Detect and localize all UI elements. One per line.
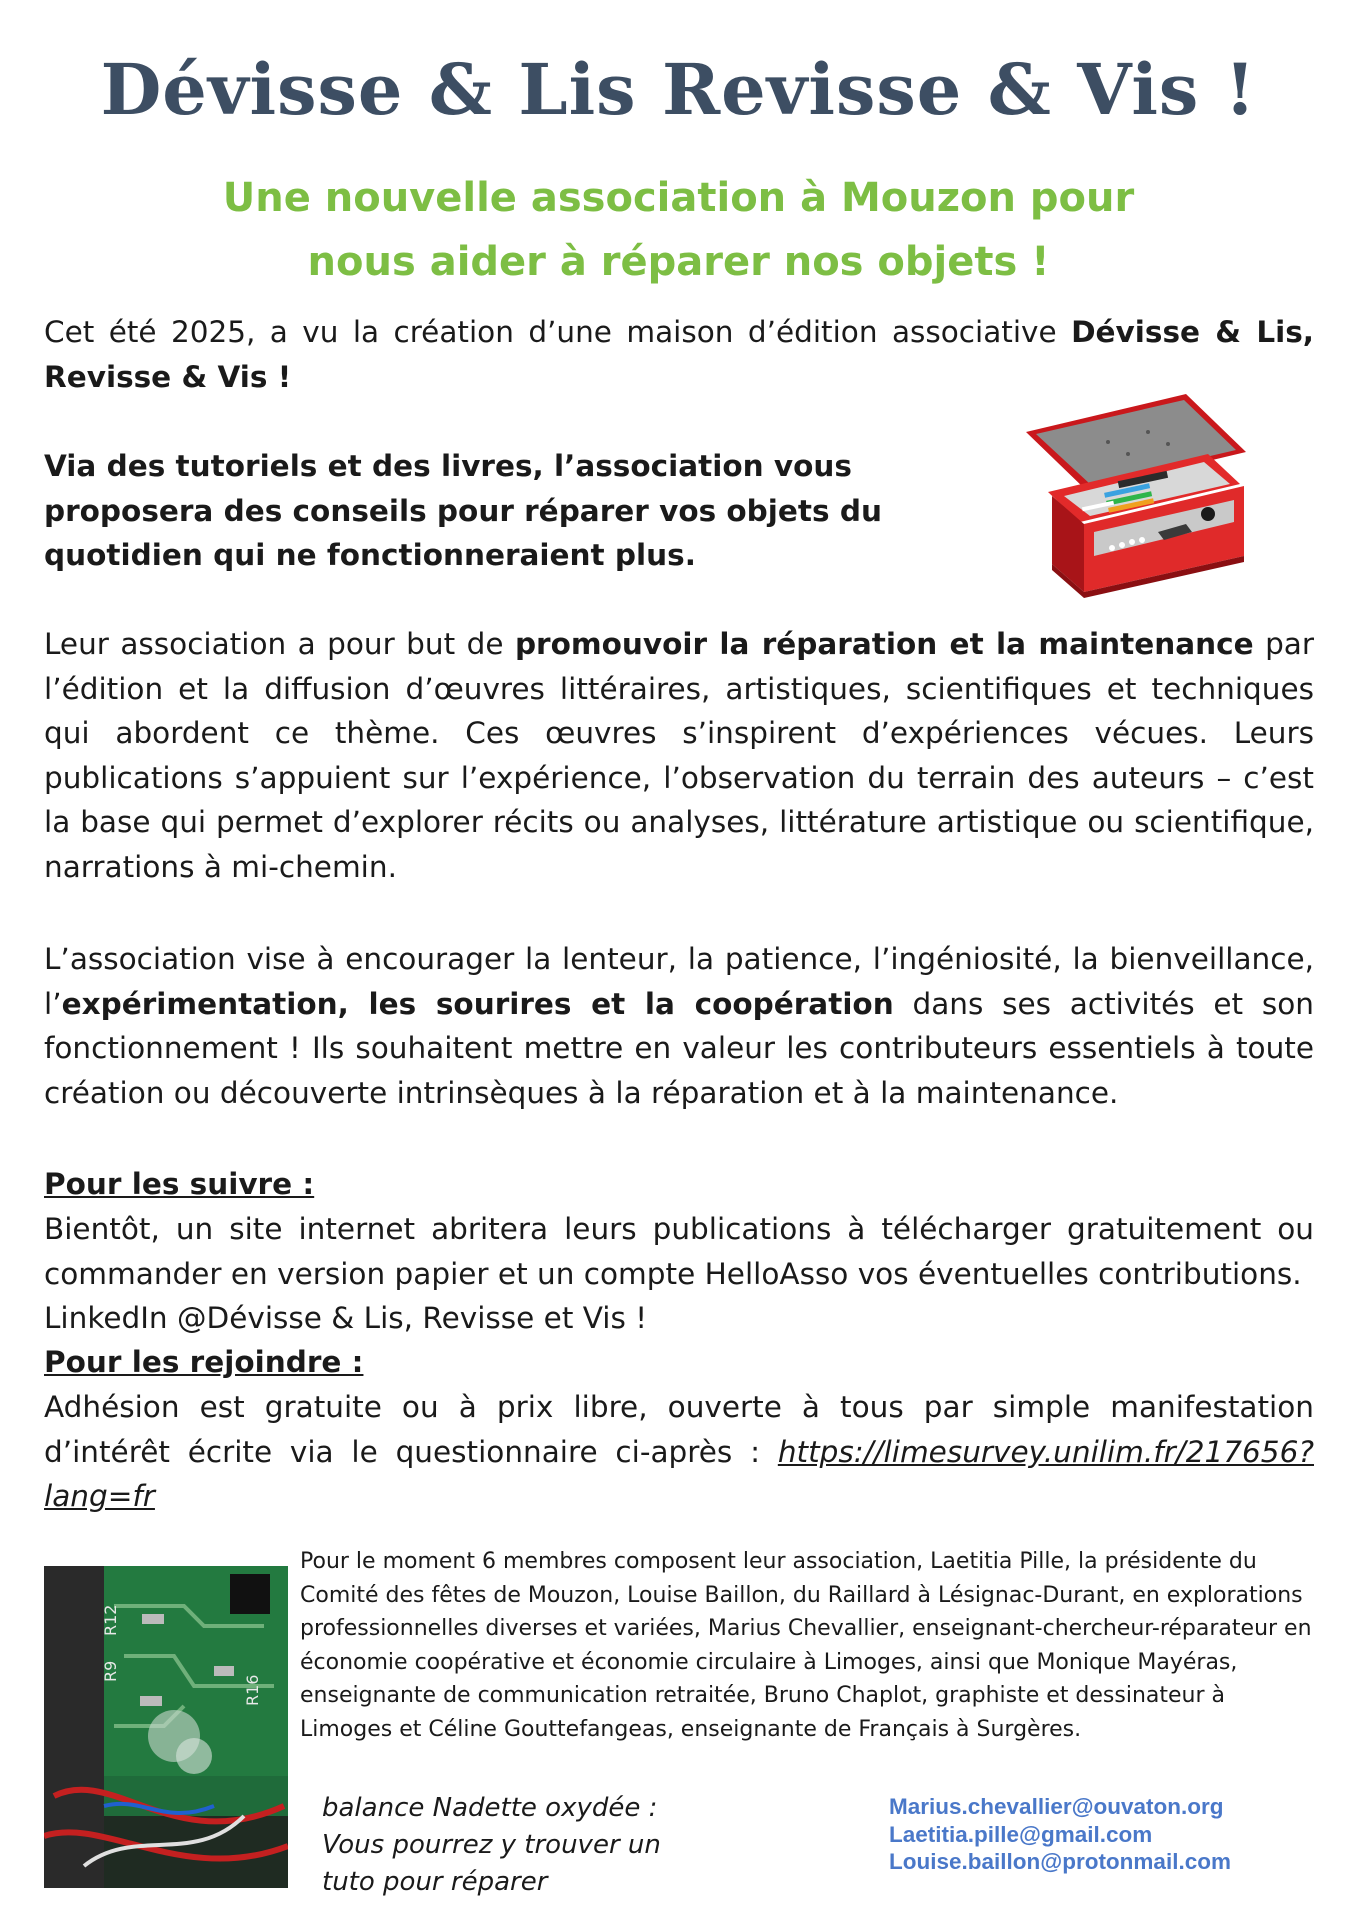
intro-paragraph xyxy=(44,310,1314,399)
values-bold: expérimentation, les sourires et la coopération xyxy=(61,986,894,1021)
linkedin-handle: LinkedIn @Dévisse & Lis, Revisse et Vis ! xyxy=(44,1301,648,1335)
follow-paragraph xyxy=(44,1207,1314,1341)
goal-text-after: par l’édition et la diffusion d’œuvres littéraires, artistiques, scientifiques et techniques qui abordent ce thème. Ces œuvres s’inspirent d’expériences vécues. Leurs publications s’appuient sur l’expérience, l’observation du terrain des auteurs – c’est la base qui permet d’explorer récits ou analyses, littérature artistique ou scientifique, narrations à mi-chemin. xyxy=(44,627,1315,884)
intro-text: Cet été 2025, a vu la création d’une maison d’édition associative xyxy=(44,315,1072,349)
email-louise[interactable]: Louise.baillon@protonmail.com xyxy=(889,1849,1231,1874)
circuit-board-photo xyxy=(44,1566,288,1888)
email-laetitia[interactable]: Laetitia.pille@gmail.com xyxy=(889,1821,1153,1847)
subtitle xyxy=(0,166,1357,294)
join-heading: Pour les rejoindre : xyxy=(44,1345,364,1379)
caption-line-3: tuto pour réparer xyxy=(322,1867,548,1897)
caption-line-1: balance Nadette oxydée : xyxy=(322,1793,658,1823)
subtitle-line-1: Une nouvelle association à Mouzon pour xyxy=(222,175,1135,221)
email-marius[interactable]: Marius.chevallier@ouvaton.org xyxy=(889,1794,1224,1819)
intro-association-name: Dévisse & Lis, Revisse & Vis ! xyxy=(44,315,1314,394)
photo-caption xyxy=(322,1790,702,1901)
goal-paragraph xyxy=(44,622,1314,889)
toolbox-icon xyxy=(1008,392,1270,612)
page-title: Dévisse & Lis Revisse & Vis ! xyxy=(100,48,1257,131)
join-text: Adhésion est gratuite ou à prix libre, ouverte à tous par simple manifestation d’intérêt écrite via le questionnaire ci-après : xyxy=(44,1390,1314,1469)
values-text-after: dans ses activités et son fonctionnement ! Ils souhaitent mettre en valeur les contributeurs essentiels à toute création ou découverte intrinsèques à la réparation et à la maintenance. xyxy=(44,986,1314,1110)
via-paragraph: Via des tutoriels et des livres, l’association vous proposera des conseils pour réparer vos objets du quotidien qui ne fonctionneraient plus. xyxy=(44,449,882,572)
join-paragraph xyxy=(44,1385,1314,1519)
contact-emails xyxy=(889,1793,1231,1876)
survey-link[interactable]: https://limesurvey.unilim.fr/217656?lang=fr xyxy=(44,1434,1314,1513)
board-label-r9: R9 xyxy=(101,1660,120,1682)
caption-line-2: Vous pourrez y trouver un xyxy=(322,1830,661,1860)
follow-heading: Pour les suivre : xyxy=(44,1167,315,1201)
goal-text-before: Leur association a pour but de xyxy=(44,627,515,661)
board-label-r16: R16 xyxy=(243,1674,262,1706)
follow-text: Bientôt, un site internet abritera leurs publications à télécharger gratuitement ou commander en version papier et un compte HelloAsso vos éventuelles contributions. xyxy=(44,1212,1314,1291)
goal-bold: promouvoir la réparation et la maintenance xyxy=(514,627,1254,661)
members-paragraph: Pour le moment 6 membres composent leur association, Laetitia Pille, la présidente du Comité des fêtes de Mouzon, Louise Baillon, du Raillard à Lésignac-Durant, en explorations professionnelles diverses et variées, Marius Chevallier, enseignant-chercheur-réparateur en économie coopérative et économie circulaire à Limoges, ainsi que Monique Mayéras, enseignante de communication retraitée, Bruno Chaplot, graphiste et dessinateur à Limoges et Céline Gouttefangeas, enseignante de Français à Surgères. xyxy=(300,1549,1312,1742)
values-text-before: L’association vise à encourager la lenteur, la patience, l’ingéniosité, la bienveillance, l’ xyxy=(44,942,1314,1021)
board-label-r12: R12 xyxy=(101,1604,120,1636)
subtitle-line-2: nous aider à réparer nos objets ! xyxy=(307,239,1050,285)
values-paragraph xyxy=(44,937,1314,1115)
